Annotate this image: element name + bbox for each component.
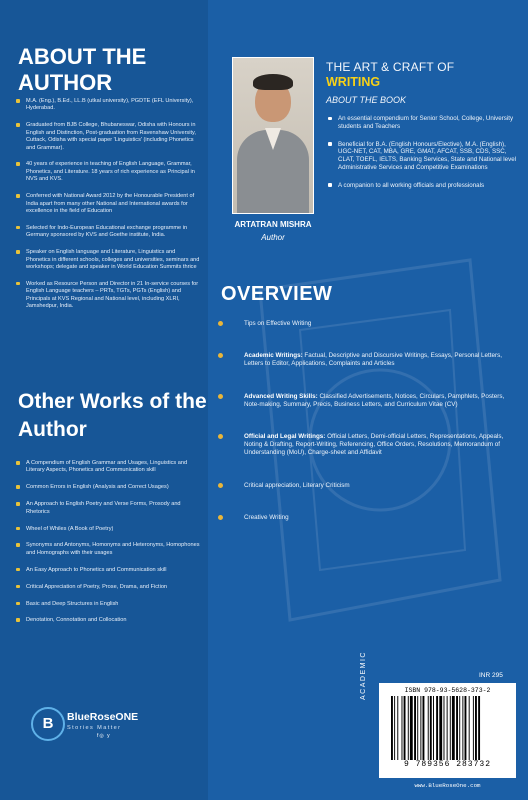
bullet-icon — [16, 99, 20, 103]
other-works-list — [16, 460, 200, 634]
bullet-icon — [16, 602, 20, 606]
price: INR 295 — [479, 672, 503, 679]
barcode-bar — [439, 696, 442, 760]
about-book-list — [328, 115, 518, 200]
other-works-item-text: Synonyms and Antonyms, Homonyms and Heteronyms, Homophones and Homographs with their usages — [26, 542, 200, 556]
barcode-bar — [433, 696, 434, 760]
other-works-item-text: A Compendium of English Grammar and Usages, Linguistics and Literary Aspects, Phonetics and Communication skill — [26, 460, 188, 474]
bullet-icon — [16, 162, 20, 166]
about-author-item-text: Graduated from BJB College, Bhubaneswar, Odisha with Honours in English and Distinction, Post-graduation from Ravenshaw University, Cuttack, Odisha with special paper 'Linguistics' (including Phonetics and Grammar). — [26, 122, 196, 151]
other-works-item — [16, 526, 200, 533]
barcode-bar — [414, 696, 416, 760]
bullet-icon — [16, 502, 20, 506]
about-author-item — [16, 193, 200, 215]
barcode-box — [379, 683, 516, 778]
bullet-icon — [16, 461, 20, 465]
barcode-bar — [402, 696, 403, 760]
about-author-list — [16, 98, 200, 320]
overview-item — [218, 482, 514, 490]
about-author-item-text: Worked as Resource Person and Director in 21 In-service courses for English Language teachers – PRTs, TGTs, PGTs (English) and Principals at KVS Regional and National level, including XLRI, Jamshedpur, India. — [26, 280, 199, 310]
barcode-bar — [397, 696, 398, 760]
barcode — [391, 696, 511, 760]
book-title-line2: WRITING — [326, 75, 381, 89]
bullet-icon — [16, 282, 20, 286]
barcode-bar — [473, 696, 474, 760]
barcode-bar — [452, 696, 455, 760]
barcode-bar — [430, 696, 432, 760]
barcode-bar — [420, 696, 421, 760]
about-author-item-text: Conferred with National Award 2012 by the Honourable President of India apart from many other National and International awards for excellence in the field of Education — [26, 193, 195, 214]
overview-item-text: Classified Advertisements, Notices, Circulars, Pamphlets, Posters, Note-making, Summary, Precis, Business Letters, and Curriculum Vitae (CV) — [244, 392, 505, 408]
about-author-item — [16, 98, 200, 113]
overview-item-heading: Official and Legal Writings: — [244, 433, 326, 441]
bullet-icon — [16, 194, 20, 198]
about-book-heading: ABOUT THE BOOK — [326, 95, 407, 105]
about-author-item-text: M.A. (Eng.), B.Ed., LL.B (utkal university), PGDTE (EFL University), Hyderabad. — [26, 98, 194, 112]
bullet-icon — [16, 568, 20, 572]
barcode-bar — [462, 696, 463, 760]
other-works-item — [16, 501, 200, 516]
publisher-website: www.BlueRoseOne.com — [414, 782, 481, 789]
overview-item — [218, 393, 514, 409]
about-author-item-text: Selected for Indo-European Educational exchange programme in Germany sponsored by KVS and Goethe institute, India. — [26, 224, 188, 239]
about-author-heading: ABOUT THE AUTHOR — [18, 44, 147, 95]
about-author-item — [16, 249, 200, 271]
overview-item — [218, 352, 514, 368]
bullet-icon — [328, 142, 332, 146]
publisher-name: BlueRoseONE — [67, 711, 139, 723]
barcode-bar — [423, 696, 425, 760]
bullet-icon — [16, 226, 20, 230]
about-author-item-text: Speaker on English language and Literature, Linguistics and Phonetics in different schools, colleges and universities, seminars and workshops; delegate and speaker in World Education Summits thrice — [26, 249, 200, 270]
overview-item-heading: Advanced Writing Skills: — [244, 392, 318, 400]
barcode-bar — [428, 696, 429, 760]
about-author-item-text: 40 years of experience in teaching of English Language, Grammar, Phonetics, and Literature. 18 years of rich experience as Principal in NVS and KVS. — [26, 161, 195, 183]
isbn-label: ISBN 978-93-5628-373-2 — [404, 687, 491, 694]
isbn-digits: 9 789356 283732 — [403, 760, 491, 769]
other-works-item — [16, 484, 200, 491]
about-book-item-text: Beneficial for B.A. (English Honours/Elective), M.A. (English), UGC-NET, CAT, MBA, GRE, GMAT, AFCAT, SSB, CDS, SSC, CLAT, TOEFL, IELTS, Banking Services, State and National level Administrative Services and Competitive Examinations — [338, 140, 517, 171]
barcode-bar — [436, 696, 438, 760]
publisher-logo-mark: B — [31, 707, 65, 741]
other-works-item — [16, 584, 200, 591]
other-works-item — [16, 601, 200, 608]
book-title-line1: THE ART & CRAFT OF — [326, 60, 455, 74]
barcode-bar — [408, 696, 409, 760]
bullet-icon — [16, 123, 20, 127]
barcode-bar — [459, 696, 460, 760]
bullet-icon — [16, 250, 20, 254]
barcode-bar — [465, 696, 467, 760]
bullet-icon — [328, 183, 332, 187]
about-book-item-text: A companion to all working officials and professionals — [338, 181, 485, 189]
bullet-icon — [16, 585, 20, 589]
overview-item-text: Tips on Effective Writing — [244, 320, 312, 327]
overview-item-text: Critical appreciation, Literary Criticism — [244, 481, 350, 489]
bullet-icon — [218, 434, 223, 439]
about-book-item — [328, 182, 518, 190]
barcode-bar — [394, 696, 395, 760]
bullet-icon — [218, 394, 223, 399]
other-works-item — [16, 542, 200, 557]
overview-item — [218, 433, 514, 458]
about-author-item — [16, 225, 200, 240]
category-label: ACADEMIC — [360, 651, 367, 700]
about-author-item — [16, 122, 200, 152]
barcode-bar — [478, 696, 480, 760]
barcode-bar — [417, 696, 418, 760]
other-works-item — [16, 567, 200, 574]
other-works-item — [16, 460, 200, 475]
publisher-logo — [31, 703, 151, 751]
author-photo — [232, 57, 314, 214]
bullet-icon — [328, 117, 332, 121]
barcode-bar — [447, 696, 448, 760]
overview-item-text: Factual, Descriptive and Discursive Writings, Essays, Personal Letters, Letters to Editor, Applications, Complaints and Articles — [244, 352, 503, 368]
other-works-item-text: An Easy Approach to Phonetics and Communication skill — [26, 566, 167, 573]
barcode-bar — [404, 696, 406, 760]
barcode-bar — [469, 696, 470, 760]
overview-item-heading: Academic Writings: — [244, 352, 303, 360]
about-book-item-text: An essential compendium for Senior School, College, University students and Teachers — [338, 115, 514, 130]
bullet-icon — [218, 483, 223, 488]
overview-item — [218, 514, 514, 522]
other-works-item-text: Critical Appreciation of Poetry, Prose, Drama, and Fiction — [26, 583, 168, 590]
other-works-item — [16, 617, 200, 624]
social-icons: f◎ y — [97, 733, 111, 739]
other-works-heading: Other Works of the Author — [18, 390, 207, 441]
barcode-bar — [444, 696, 445, 760]
about-author-item — [16, 281, 200, 311]
bullet-icon — [218, 515, 223, 520]
bullet-icon — [218, 321, 223, 326]
overview-heading: OVERVIEW — [221, 283, 333, 305]
overview-list — [218, 320, 514, 546]
barcode-bar — [456, 696, 458, 760]
other-works-item-text: Common Errors in English (Analysis and Correct Usages) — [26, 484, 169, 491]
barcode-bar — [475, 696, 477, 760]
overview-item-text: Creative Writing — [244, 513, 289, 521]
author-name: ARTATRAN MISHRA — [234, 220, 312, 229]
other-works-item-text: Basic and Deep Structures in English — [26, 600, 119, 607]
bullet-icon — [16, 543, 20, 547]
other-works-item-text: Wheel of Whiles (A Book of Poetry) — [26, 525, 114, 532]
about-book-item — [328, 115, 518, 131]
barcode-bar — [410, 696, 413, 760]
author-role: Author — [261, 233, 285, 242]
overview-item — [218, 320, 514, 328]
bullet-icon — [218, 353, 223, 358]
barcode-bar — [450, 696, 451, 760]
bullet-icon — [16, 485, 20, 489]
about-book-item — [328, 141, 518, 172]
about-author-item — [16, 161, 200, 183]
other-works-item-text: Denotation, Connotation and Collocation — [26, 617, 127, 624]
barcode-bar — [391, 696, 393, 760]
bullet-icon — [16, 527, 20, 531]
overview-item-text: Official Letters, Demi-official Letters, Representations, Appeals, Noting & Drafting, Report-Writing, Referencing, Office Orders, Resolutions, Memorandum of Understanding (MoU), Charge-sheet and Affidavit — [244, 433, 504, 457]
other-works-item-text: An Approach to English Poetry and Verse Forms, Prosody and Rhetorics — [26, 501, 181, 515]
publisher-tagline: Stories Matter — [67, 725, 122, 731]
bullet-icon — [16, 618, 20, 622]
